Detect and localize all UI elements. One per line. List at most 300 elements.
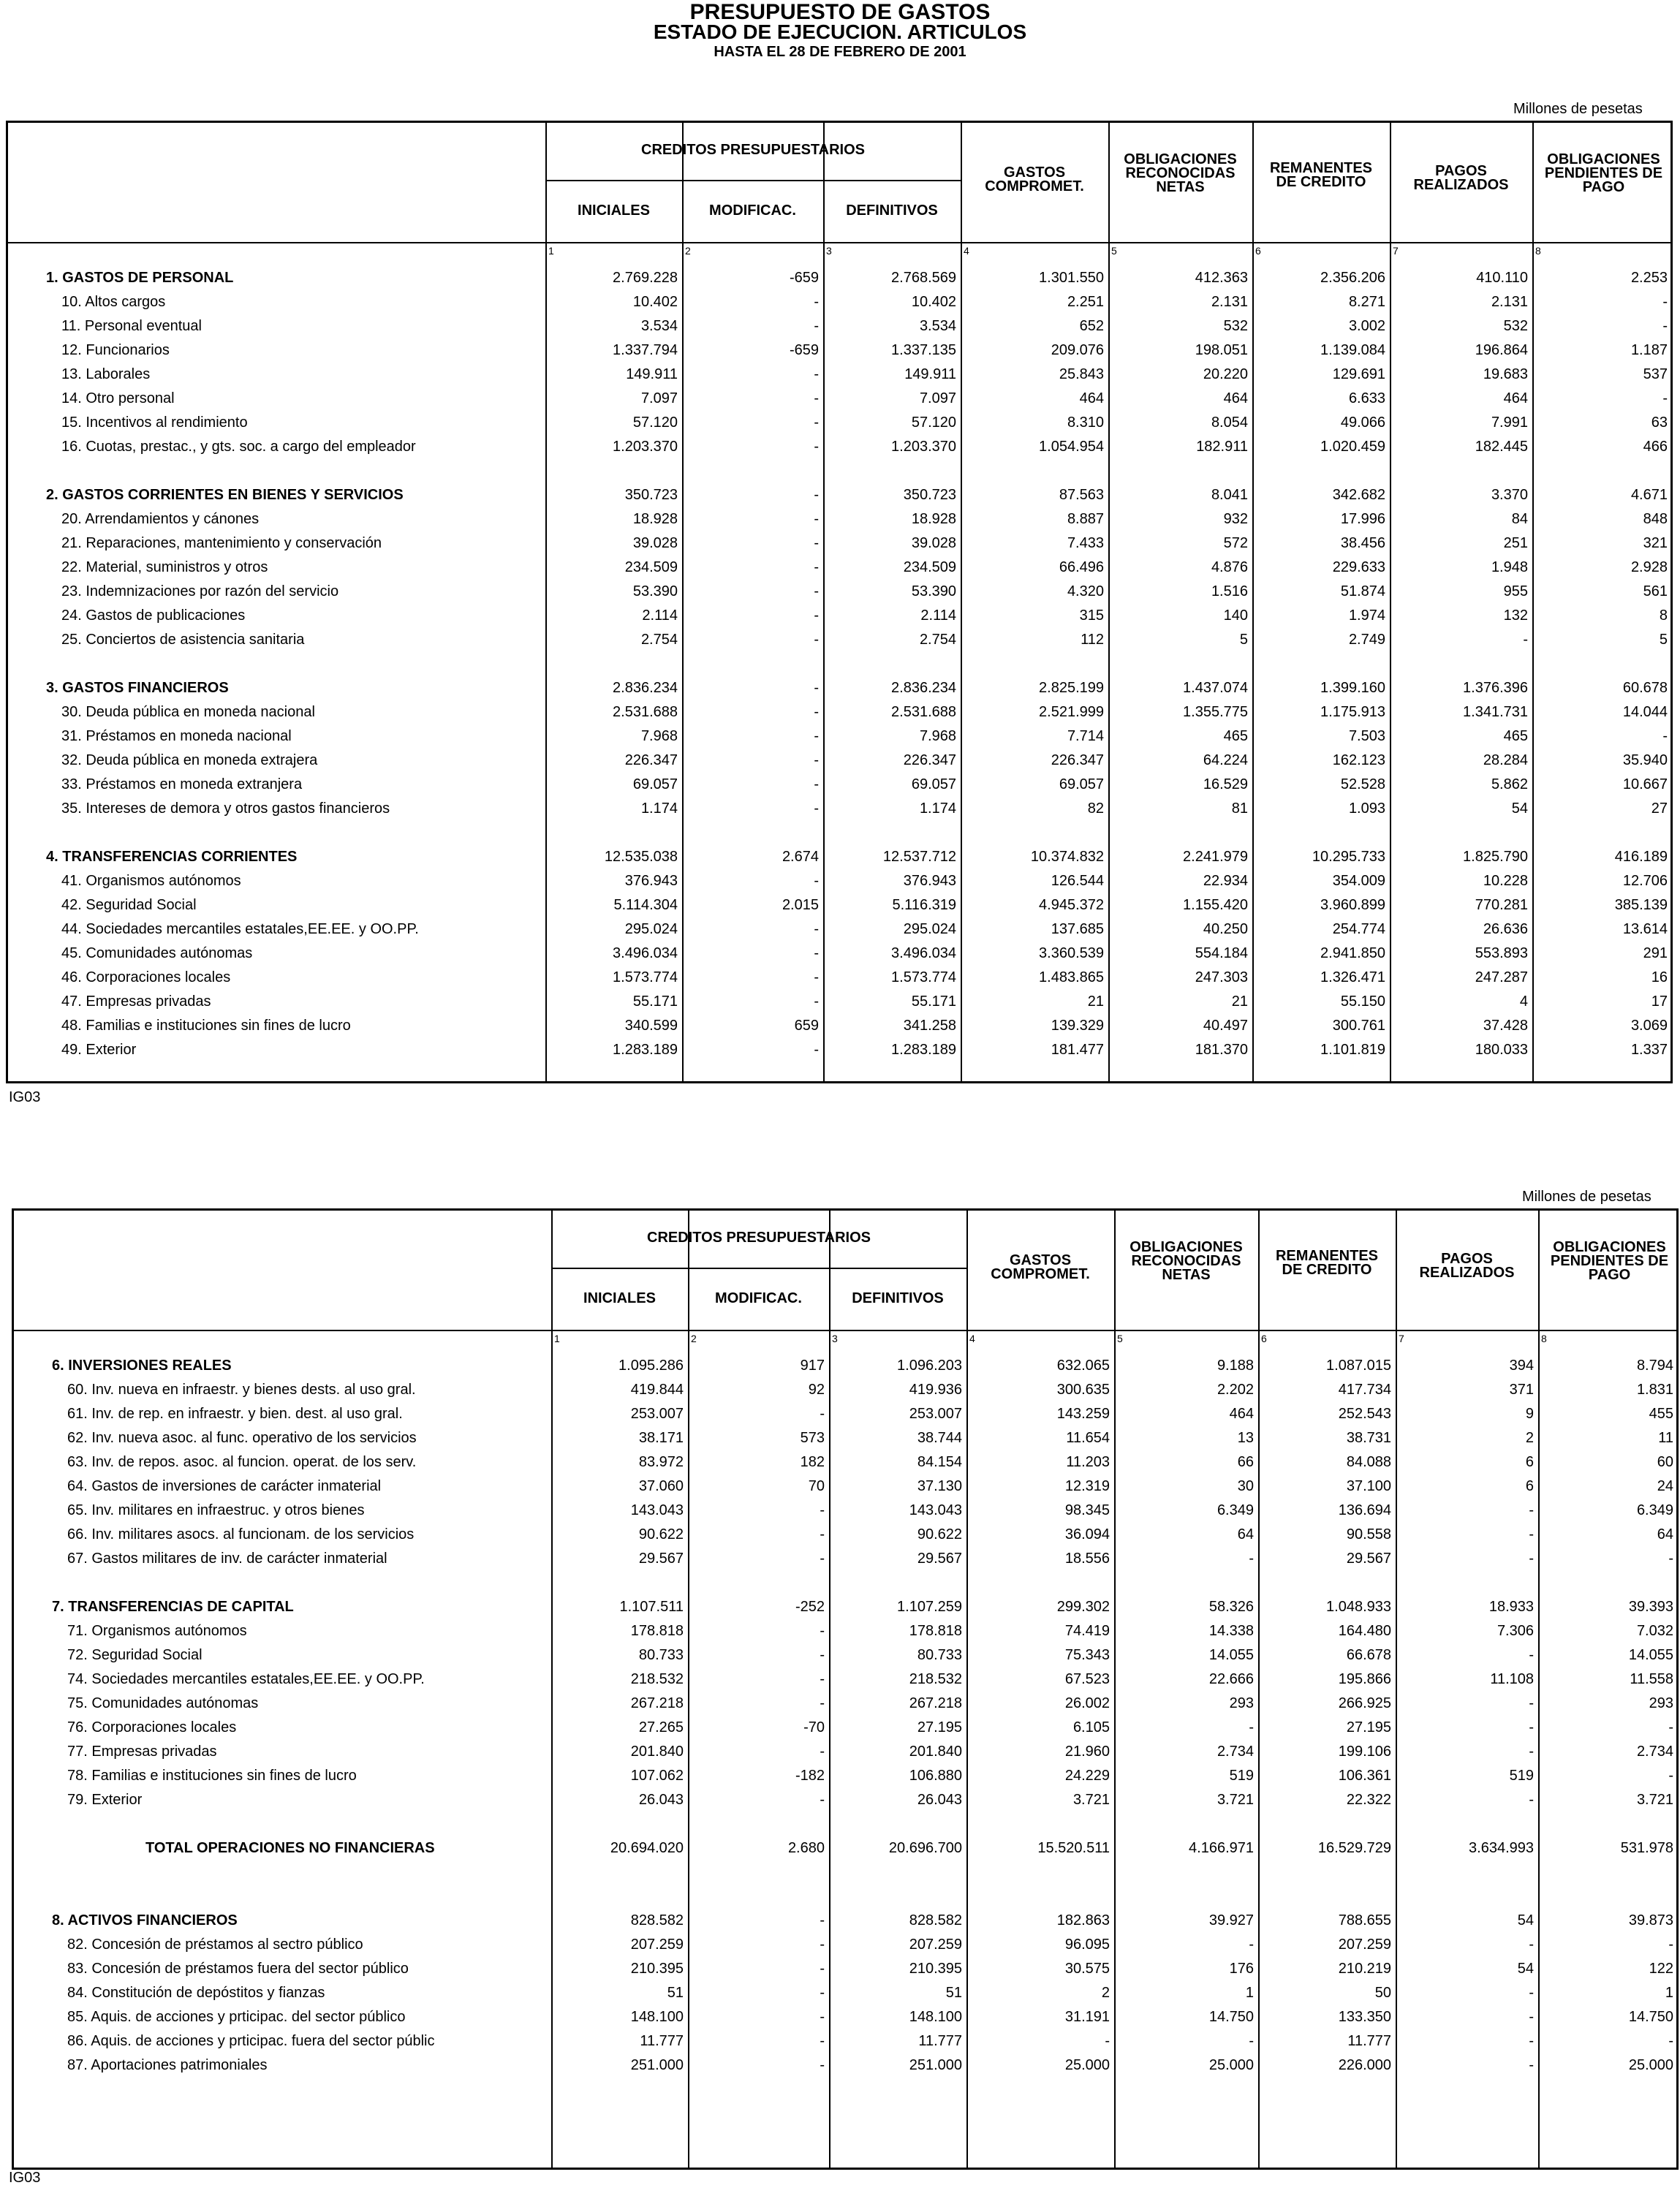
header-pagos-line: REALIZADOS	[1413, 177, 1509, 193]
cell-remanentes-credito: 266.925	[1338, 1695, 1391, 1711]
cell-gastos-compromet: 98.345	[1064, 1502, 1110, 1518]
cell-modificac: -	[814, 776, 819, 792]
cell-gastos-compromet: 126.544	[1051, 873, 1104, 889]
cell-modificac: -	[814, 993, 819, 1010]
cell-obligaciones-pendientes: 11	[1658, 1430, 1673, 1446]
header-pendientes-line: PAGO	[1588, 1267, 1631, 1283]
cell-obligaciones-reconocidas: 25.000	[1208, 2057, 1254, 2073]
row-label: 25. Conciertos de asistencia sanitaria	[61, 632, 305, 648]
cell-gastos-compromet: 2.251	[1067, 294, 1104, 310]
cell-remanentes-credito: 2.356.206	[1320, 270, 1385, 286]
row-label: 13. Laborales	[61, 366, 151, 382]
row-label: 67. Gastos militares de inv. de carácter inmaterial	[67, 1551, 387, 1567]
cell-definitivos: 828.582	[909, 1912, 962, 1928]
table-row	[8, 290, 1670, 314]
cell-modificac: -	[814, 294, 819, 310]
row-label: 62. Inv. nueva asoc. al func. operativo de los servicios	[67, 1430, 417, 1446]
row-label: 16. Cuotas, prestac., y gts. soc. a cargo del empleador	[61, 439, 416, 455]
table-row	[8, 773, 1670, 796]
header-obligaciones-line: RECONOCIDAS	[1131, 1253, 1241, 1269]
cell-definitivos: 39.028	[911, 535, 956, 551]
column-number: 2	[691, 1333, 697, 1344]
cell-gastos-compromet: 226.347	[1051, 752, 1104, 768]
table-row	[8, 942, 1670, 965]
cell-pagos-realizados: 196.864	[1475, 342, 1528, 358]
cell-modificac: -	[820, 1985, 825, 2001]
cell-obligaciones-pendientes: 16	[1651, 969, 1668, 985]
cell-modificac: -	[814, 559, 819, 575]
table-row	[14, 1402, 1676, 1426]
header-pagos-line: PAGOS	[1435, 163, 1487, 179]
cell-modificac: -	[814, 800, 819, 817]
cell-pagos-realizados: -	[1529, 1695, 1534, 1711]
cell-obligaciones-reconocidas: 6.349	[1217, 1502, 1254, 1518]
cell-remanentes-credito: 226.000	[1338, 2057, 1391, 2073]
cell-remanentes-credito: 229.633	[1332, 559, 1385, 575]
cell-remanentes-credito: 1.139.084	[1320, 342, 1385, 358]
cell-pagos-realizados: 465	[1503, 728, 1528, 744]
cell-definitivos: 53.390	[911, 583, 956, 599]
cell-gastos-compromet: 299.302	[1056, 1599, 1110, 1615]
row-label: 76. Corporaciones locales	[67, 1719, 237, 1735]
column-number: 2	[685, 245, 691, 257]
units-label-1: Millones de pesetas	[1513, 101, 1643, 117]
cell-obligaciones-pendientes: 64	[1657, 1526, 1673, 1542]
cell-definitivos: 1.107.259	[897, 1599, 962, 1615]
table-row	[8, 604, 1670, 627]
cell-definitivos: 90.622	[917, 1526, 962, 1542]
cell-gastos-compromet: 15.520.511	[1037, 1840, 1110, 1856]
cell-gastos-compromet: 300.635	[1056, 1382, 1110, 1398]
cell-remanentes-credito: 342.682	[1332, 487, 1385, 503]
cell-iniciales: 149.911	[626, 366, 678, 382]
cell-modificac: -	[820, 1526, 825, 1542]
cell-definitivos: 80.733	[917, 1647, 962, 1663]
cell-obligaciones-reconocidas: 39.927	[1208, 1912, 1254, 1928]
cell-modificac: -	[820, 2033, 825, 2049]
cell-modificac: -	[814, 535, 819, 551]
cell-gastos-compromet: 24.229	[1064, 1768, 1110, 1784]
cell-definitivos: 1.096.203	[897, 1358, 962, 1374]
cell-remanentes-credito: 133.350	[1338, 2009, 1391, 2025]
cell-obligaciones-reconocidas: 464	[1223, 390, 1248, 406]
cell-obligaciones-reconocidas: 464	[1229, 1406, 1254, 1422]
cell-remanentes-credito: 210.219	[1338, 1961, 1391, 1977]
cell-definitivos: 37.130	[917, 1478, 962, 1494]
cell-modificac: 2.680	[787, 1840, 825, 1856]
table-row	[14, 1643, 1676, 1667]
row-label: 2. GASTOS CORRIENTES EN BIENES Y SERVICIOS	[46, 487, 404, 503]
row-label: 85. Aquis. de acciones y prticipac. del sector público	[67, 2009, 406, 2025]
cell-gastos-compromet: 4.320	[1067, 583, 1104, 599]
cell-iniciales: 11.777	[640, 2033, 684, 2049]
cell-gastos-compromet: 209.076	[1051, 342, 1104, 358]
header-iniciales: INICIALES	[578, 202, 650, 219]
cell-pagos-realizados: 54	[1517, 1961, 1534, 1977]
cell-gastos-compromet: 10.374.832	[1030, 849, 1104, 865]
column-number: 7	[1399, 1333, 1404, 1344]
cell-pagos-realizados: 553.893	[1475, 945, 1528, 961]
cell-obligaciones-reconocidas: 8.054	[1211, 414, 1248, 431]
cell-gastos-compromet: 75.343	[1064, 1647, 1110, 1663]
cell-definitivos: 2.836.234	[891, 680, 956, 696]
cell-modificac: -	[820, 1912, 825, 1928]
cell-obligaciones-pendientes: 6.349	[1636, 1502, 1673, 1518]
cell-iniciales: 29.567	[638, 1551, 684, 1567]
row-label: 12. Funcionarios	[61, 342, 170, 358]
report-date: HASTA EL 28 DE FEBRERO DE 2001	[714, 44, 966, 60]
table-row	[8, 966, 1670, 989]
cell-obligaciones-reconocidas: 2.241.979	[1183, 849, 1248, 865]
cell-modificac: -	[820, 1695, 825, 1711]
table-row	[14, 1957, 1676, 1980]
row-label: 8. ACTIVOS FINANCIEROS	[52, 1912, 238, 1928]
row-label: 22. Material, suministros y otros	[61, 559, 268, 575]
table-row	[14, 2029, 1676, 2053]
row-label: 23. Indemnizaciones por razón del servicio	[61, 583, 339, 599]
column-number: 5	[1111, 245, 1117, 257]
cell-iniciales: 1.095.286	[618, 1358, 684, 1374]
table-row	[8, 893, 1670, 917]
cell-pagos-realizados: 7.306	[1497, 1623, 1534, 1639]
cell-iniciales: 26.043	[638, 1792, 684, 1808]
cell-obligaciones-reconocidas: -	[1249, 2033, 1254, 2049]
table-row	[8, 749, 1670, 772]
cell-pagos-realizados: 1.341.731	[1463, 704, 1528, 720]
cell-remanentes-credito: 50	[1374, 1985, 1391, 2001]
cell-gastos-compromet: 1.054.954	[1039, 439, 1104, 455]
cell-modificac: -	[820, 1406, 825, 1422]
row-label: 78. Familias e instituciones sin fines de lucro	[67, 1768, 357, 1784]
section-row	[14, 1354, 1676, 1377]
row-label: 31. Préstamos en moneda nacional	[61, 728, 292, 744]
table-row	[8, 507, 1670, 531]
cell-obligaciones-pendientes: 8	[1659, 607, 1668, 624]
header-divider	[545, 180, 961, 181]
cell-obligaciones-reconocidas: 13	[1237, 1430, 1254, 1446]
cell-iniciales: 2.836.234	[613, 680, 678, 696]
cell-pagos-realizados: 9	[1525, 1406, 1534, 1422]
cell-obligaciones-reconocidas: 22.666	[1208, 1671, 1254, 1687]
cell-obligaciones-reconocidas: 5	[1239, 632, 1248, 648]
table-row	[14, 2053, 1676, 2077]
cell-iniciales: 37.060	[638, 1478, 684, 1494]
cell-pagos-realizados: -	[1529, 1744, 1534, 1760]
cell-gastos-compromet: 3.721	[1072, 1792, 1110, 1808]
cell-remanentes-credito: 106.361	[1338, 1768, 1391, 1784]
cell-pagos-realizados: 10.228	[1483, 873, 1528, 889]
header-definitivos: DEFINITIVOS	[846, 202, 938, 219]
cell-obligaciones-reconocidas: -	[1249, 1937, 1254, 1953]
cell-modificac: -	[814, 607, 819, 624]
column-number: 3	[826, 245, 832, 257]
cell-pagos-realizados: -	[1529, 1937, 1534, 1953]
cell-gastos-compromet: 21.960	[1064, 1744, 1110, 1760]
cell-definitivos: 341.258	[903, 1018, 956, 1034]
cell-obligaciones-reconocidas: 81	[1231, 800, 1248, 817]
cell-pagos-realizados: 54	[1511, 800, 1528, 817]
cell-obligaciones-reconocidas: 58.326	[1208, 1599, 1254, 1615]
row-label: 86. Aquis. de acciones y prticipac. fuera del sector públic	[67, 2033, 435, 2049]
cell-definitivos: 376.943	[903, 873, 956, 889]
table-row	[8, 990, 1670, 1013]
cell-iniciales: 226.347	[624, 752, 678, 768]
cell-gastos-compromet: 66.496	[1059, 559, 1104, 575]
cell-definitivos: 20.696.700	[888, 1840, 962, 1856]
cell-remanentes-credito: 10.295.733	[1312, 849, 1385, 865]
cell-remanentes-credito: 1.048.933	[1326, 1599, 1391, 1615]
cell-iniciales: 218.532	[630, 1671, 684, 1687]
cell-obligaciones-reconocidas: 4.166.971	[1189, 1840, 1254, 1856]
cell-pagos-realizados: 1.376.396	[1463, 680, 1528, 696]
section-row	[8, 483, 1670, 507]
cell-obligaciones-pendientes: 14.055	[1628, 1647, 1673, 1663]
header-bottom-line	[8, 242, 1670, 243]
cell-obligaciones-pendientes: 63	[1651, 414, 1668, 431]
cell-iniciales: 419.844	[630, 1382, 684, 1398]
cell-definitivos: 207.259	[909, 1937, 962, 1953]
header-pendientes-line: OBLIGACIONES	[1553, 1239, 1666, 1255]
cell-iniciales: 51	[667, 1985, 684, 2001]
cell-remanentes-credito: 66.678	[1346, 1647, 1391, 1663]
row-label: 44. Sociedades mercantiles estatales,EE.EE. y OO.PP.	[61, 921, 419, 937]
section-row	[14, 1909, 1676, 1932]
cell-gastos-compromet: 315	[1079, 607, 1104, 624]
cell-definitivos: 267.218	[909, 1695, 962, 1711]
cell-gastos-compromet: 36.094	[1064, 1526, 1110, 1542]
cell-obligaciones-pendientes: 60	[1657, 1454, 1673, 1470]
cell-gastos-compromet: 18.556	[1064, 1551, 1110, 1567]
table-row	[14, 1499, 1676, 1522]
cell-obligaciones-reconocidas: 1.516	[1211, 583, 1248, 599]
table-row	[8, 314, 1670, 338]
cell-modificac: -	[814, 390, 819, 406]
cell-obligaciones-pendientes: 466	[1643, 439, 1668, 455]
cell-obligaciones-pendientes: -	[1668, 1768, 1673, 1784]
cell-definitivos: 295.024	[903, 921, 956, 937]
cell-remanentes-credito: 1.020.459	[1320, 439, 1385, 455]
cell-modificac: -	[814, 318, 819, 334]
cell-definitivos: 350.723	[903, 487, 956, 503]
row-label: 71. Organismos autónomos	[67, 1623, 247, 1639]
cell-obligaciones-reconocidas: 64	[1237, 1526, 1254, 1542]
cell-modificac: -	[820, 2057, 825, 2073]
row-label: TOTAL OPERACIONES NO FINANCIERAS	[145, 1840, 435, 1856]
cell-iniciales: 234.509	[624, 559, 678, 575]
cell-remanentes-credito: 8.271	[1348, 294, 1385, 310]
cell-iniciales: 376.943	[624, 873, 678, 889]
cell-definitivos: 12.537.712	[882, 849, 956, 865]
cell-pagos-realizados: 11.108	[1490, 1671, 1534, 1687]
cell-obligaciones-pendientes: 60.678	[1622, 680, 1668, 696]
cell-definitivos: 253.007	[909, 1406, 962, 1422]
header-pendientes-line: PAGO	[1582, 179, 1625, 195]
cell-definitivos: 143.043	[909, 1502, 962, 1518]
cell-pagos-realizados: 464	[1503, 390, 1528, 406]
cell-definitivos: 2.754	[919, 632, 956, 648]
cell-modificac: -	[820, 1792, 825, 1808]
cell-obligaciones-pendientes: 2.734	[1636, 1744, 1673, 1760]
cell-obligaciones-reconocidas: 16.529	[1203, 776, 1248, 792]
cell-definitivos: 69.057	[911, 776, 956, 792]
cell-iniciales: 267.218	[630, 1695, 684, 1711]
section-row	[8, 845, 1670, 868]
cell-pagos-realizados: 28.284	[1483, 752, 1528, 768]
cell-obligaciones-pendientes: 537	[1643, 366, 1668, 382]
report-subtitle: ESTADO DE EJECUCION. ARTICULOS	[653, 20, 1027, 43]
cell-iniciales: 39.028	[632, 535, 678, 551]
cell-obligaciones-reconocidas: 21	[1231, 993, 1248, 1010]
header-modificac: MODIFICAC.	[709, 202, 796, 219]
table-row	[14, 1788, 1676, 1812]
cell-gastos-compromet: 74.419	[1064, 1623, 1110, 1639]
column-number: 5	[1117, 1333, 1123, 1344]
table-row	[14, 1716, 1676, 1739]
cell-gastos-compromet: 25.000	[1064, 2057, 1110, 2073]
report-title: PRESUPUESTO DE GASTOS	[689, 0, 991, 24]
cell-iniciales: 143.043	[630, 1502, 684, 1518]
cell-definitivos: 29.567	[917, 1551, 962, 1567]
cell-definitivos: 2.531.688	[891, 704, 956, 720]
cell-obligaciones-reconocidas: 40.497	[1203, 1018, 1248, 1034]
cell-remanentes-credito: 2.749	[1348, 632, 1385, 648]
row-label: 30. Deuda pública en moneda nacional	[61, 704, 315, 720]
cell-obligaciones-reconocidas: 14.055	[1208, 1647, 1254, 1663]
cell-obligaciones-pendientes: 39.873	[1628, 1912, 1673, 1928]
cell-obligaciones-pendientes: 561	[1643, 583, 1668, 599]
cell-obligaciones-reconocidas: 572	[1223, 535, 1248, 551]
row-label: 15. Incentivos al rendimiento	[61, 414, 248, 431]
cell-iniciales: 201.840	[630, 1744, 684, 1760]
cell-remanentes-credito: 38.731	[1346, 1430, 1391, 1446]
cell-obligaciones-pendientes: 1	[1665, 1985, 1673, 2001]
cell-remanentes-credito: 52.528	[1340, 776, 1385, 792]
cell-modificac: 2.015	[782, 897, 819, 913]
cell-pagos-realizados: 770.281	[1475, 897, 1528, 913]
cell-modificac: -252	[795, 1599, 825, 1615]
cell-pagos-realizados: 3.370	[1491, 487, 1528, 503]
header-obligaciones-line: NETAS	[1156, 179, 1205, 195]
cell-gastos-compromet: 632.065	[1056, 1358, 1110, 1374]
row-label: 7. TRANSFERENCIAS DE CAPITAL	[52, 1599, 294, 1615]
header-pagos-line: PAGOS	[1441, 1251, 1493, 1267]
cell-pagos-realizados: -	[1529, 1985, 1534, 2001]
cell-remanentes-credito: 22.322	[1346, 1792, 1391, 1808]
cell-pagos-realizados: 247.287	[1475, 969, 1528, 985]
cell-pagos-realizados: 410.110	[1476, 270, 1528, 286]
cell-remanentes-credito: 3.002	[1348, 318, 1385, 334]
cell-obligaciones-reconocidas: 22.934	[1203, 873, 1248, 889]
table-row	[14, 1933, 1676, 1956]
header-obligaciones-line: OBLIGACIONES	[1130, 1239, 1243, 1255]
table-row	[14, 1450, 1676, 1474]
cell-gastos-compromet: 3.360.539	[1039, 945, 1104, 961]
cell-definitivos: 7.097	[919, 390, 956, 406]
row-label: 61. Inv. de rep. en infraestr. y bien. dest. al uso gral.	[67, 1406, 403, 1422]
cell-gastos-compromet: 182.863	[1056, 1912, 1110, 1928]
cell-pagos-realizados: -	[1529, 1647, 1534, 1663]
table-row	[8, 1038, 1670, 1061]
cell-obligaciones-reconocidas: 14.338	[1208, 1623, 1254, 1639]
cell-obligaciones-pendientes: 2.253	[1630, 270, 1668, 286]
cell-modificac: -	[814, 632, 819, 648]
cell-definitivos: 226.347	[903, 752, 956, 768]
cell-obligaciones-pendientes: 531.978	[1620, 1840, 1673, 1856]
cell-obligaciones-pendientes: -	[1662, 294, 1668, 310]
cell-remanentes-credito: 129.691	[1332, 366, 1385, 382]
row-label: 11. Personal eventual	[61, 318, 202, 334]
row-label: 21. Reparaciones, mantenimiento y conservación	[61, 535, 382, 551]
cell-iniciales: 12.535.038	[604, 849, 678, 865]
cell-gastos-compromet: 67.523	[1064, 1671, 1110, 1687]
column-number: 8	[1541, 1333, 1547, 1344]
cell-iniciales: 253.007	[630, 1406, 684, 1422]
cell-obligaciones-pendientes: -	[1668, 1937, 1673, 1953]
cell-definitivos: 106.880	[909, 1768, 962, 1784]
cell-remanentes-credito: 354.009	[1332, 873, 1385, 889]
cell-obligaciones-pendientes: -	[1668, 1551, 1673, 1567]
cell-definitivos: 1.573.774	[891, 969, 956, 985]
cell-modificac: 182	[800, 1454, 825, 1470]
cell-remanentes-credito: 27.195	[1346, 1719, 1391, 1735]
cell-gastos-compromet: 12.319	[1064, 1478, 1110, 1494]
table-row	[8, 363, 1670, 386]
cell-obligaciones-reconocidas: 532	[1223, 318, 1248, 334]
cell-pagos-realizados: 532	[1503, 318, 1528, 334]
cell-obligaciones-pendientes: 2.928	[1630, 559, 1668, 575]
header-modificac: MODIFICAC.	[715, 1290, 802, 1306]
row-label: 42. Seguridad Social	[61, 897, 197, 913]
cell-obligaciones-pendientes: 24	[1657, 1478, 1673, 1494]
cell-remanentes-credito: 38.456	[1340, 535, 1385, 551]
cell-gastos-compromet: 25.843	[1059, 366, 1104, 382]
table-row	[8, 628, 1670, 651]
cell-modificac: -	[820, 1671, 825, 1687]
header-gastos-line: GASTOS	[1003, 164, 1066, 181]
cell-iniciales: 53.390	[632, 583, 678, 599]
cell-modificac: -	[814, 414, 819, 431]
table-row	[14, 1764, 1676, 1787]
cell-gastos-compromet: 7.714	[1067, 728, 1104, 744]
cell-modificac: -659	[789, 270, 819, 286]
row-label: 24. Gastos de publicaciones	[61, 607, 246, 624]
cell-definitivos: 27.195	[917, 1719, 962, 1735]
cell-iniciales: 83.972	[638, 1454, 684, 1470]
total-row	[14, 1836, 1676, 1860]
row-label: 3. GASTOS FINANCIEROS	[46, 680, 229, 696]
cell-iniciales: 90.622	[638, 1526, 684, 1542]
table-row	[8, 531, 1670, 555]
cell-obligaciones-reconocidas: 140	[1223, 607, 1248, 624]
cell-obligaciones-pendientes: 385.139	[1614, 897, 1668, 913]
table-row	[14, 1426, 1676, 1450]
cell-obligaciones-pendientes: 13.614	[1622, 921, 1668, 937]
cell-pagos-realizados: 2.131	[1491, 294, 1528, 310]
cell-iniciales: 20.694.020	[610, 1840, 684, 1856]
cell-definitivos: 11.777	[918, 2033, 962, 2049]
cell-modificac: 92	[808, 1382, 825, 1398]
cell-iniciales: 350.723	[624, 487, 678, 503]
cell-iniciales: 7.968	[640, 728, 678, 744]
cell-definitivos: 1.203.370	[891, 439, 956, 455]
cell-obligaciones-reconocidas: 8.041	[1211, 487, 1248, 503]
table-row	[8, 556, 1670, 579]
cell-obligaciones-pendientes: 39.393	[1628, 1599, 1673, 1615]
cell-gastos-compromet: 31.191	[1064, 2009, 1110, 2025]
cell-gastos-compromet: 8.887	[1067, 511, 1104, 527]
row-label: 79. Exterior	[67, 1792, 143, 1808]
cell-remanentes-credito: 51.874	[1340, 583, 1385, 599]
